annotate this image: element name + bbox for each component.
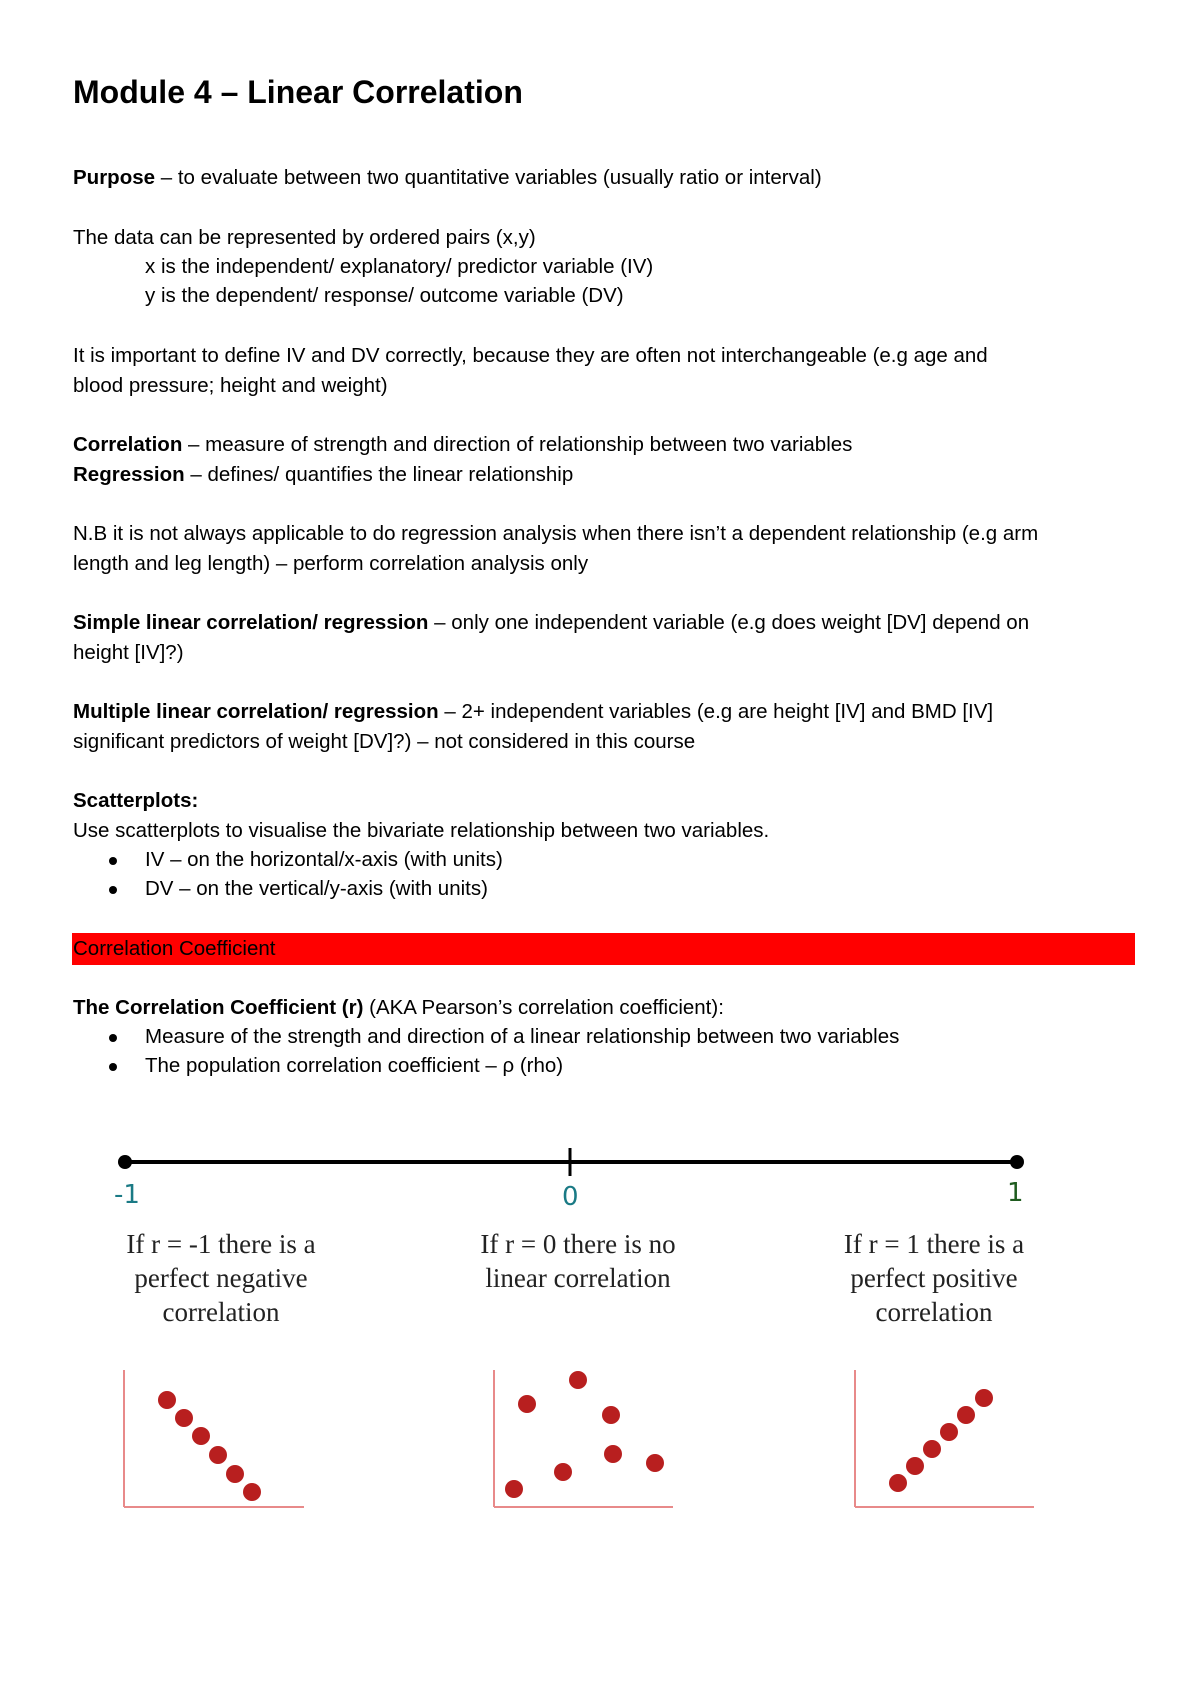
- caption-negative-line-3: correlation: [162, 1297, 280, 1327]
- page-title: Module 4 – Linear Correlation: [73, 74, 523, 110]
- scatter-panel-zero: [494, 1370, 673, 1507]
- nb-line-2: length and leg length) – perform correlation analysis only: [73, 552, 589, 575]
- scatter-dot: [518, 1395, 536, 1413]
- coefficient-bullet-2: The population correlation coefficient – ρ (rho): [145, 1054, 564, 1077]
- scatter-dot: [602, 1406, 620, 1424]
- correlation-label: Correlation: [73, 433, 183, 456]
- pairs-y-line: y is the dependent/ response/ outcome variable (DV): [145, 284, 624, 307]
- scatter-dot: [957, 1406, 975, 1424]
- tick-label-zero: 0: [562, 1182, 579, 1212]
- simple-label: Simple linear correlation/ regression: [73, 611, 429, 634]
- scatter-dot: [505, 1480, 523, 1498]
- scatter-dot: [975, 1389, 993, 1407]
- scatter-dot: [158, 1391, 176, 1409]
- multiple-label: Multiple linear correlation/ regression: [73, 700, 439, 723]
- scatter-dot: [554, 1463, 572, 1481]
- regression-label: Regression: [73, 463, 185, 486]
- caption-negative-line-2: perfect negative: [134, 1263, 308, 1293]
- scatter-dot: [192, 1427, 210, 1445]
- scatter-panel-negative: [124, 1370, 304, 1507]
- scatterplots-heading: Scatterplots:: [73, 789, 199, 812]
- scatter-dot: [923, 1440, 941, 1458]
- purpose-label: Purpose: [73, 166, 156, 189]
- caption-zero-line-2: linear correlation: [485, 1263, 671, 1293]
- scatter-dot: [940, 1423, 958, 1441]
- scatter-bullet-2: DV – on the vertical/y-axis (with units): [145, 877, 488, 900]
- coefficient-bullet-1: Measure of the strength and direction of a linear relationship between two variables: [145, 1025, 900, 1048]
- scatter-dot: [889, 1474, 907, 1492]
- correlation-text: – measure of strength and direction of relationship between two variables: [182, 433, 853, 456]
- caption-positive-line-2: perfect positive: [850, 1263, 1018, 1293]
- purpose-text: – to evaluate between two quantitative variables (usually ratio or interval): [155, 166, 822, 189]
- scatter-dot: [175, 1409, 193, 1427]
- caption-zero: [428, 1227, 728, 1295]
- nb-line-1: N.B it is not always applicable to do regression analysis when there isn’t a dependent relationship (e.g arm: [73, 522, 1039, 545]
- pairs-x-line: x is the independent/ explanatory/ predictor variable (IV): [145, 255, 654, 278]
- number-line-right-end: [1010, 1155, 1024, 1169]
- scatter-bullet-1: IV – on the horizontal/x-axis (with units): [145, 848, 503, 871]
- coefficient-text: (AKA Pearson’s correlation coefficient):: [363, 996, 724, 1019]
- scatter-dot: [243, 1483, 261, 1501]
- scatter-dot: [226, 1465, 244, 1483]
- caption-negative-line-1: If r = -1 there is a: [126, 1229, 316, 1259]
- multiple-text: – 2+ independent variables (e.g are height [IV] and BMD [IV]: [438, 700, 994, 723]
- coefficient-label: The Correlation Coefficient (r): [73, 996, 364, 1019]
- scatter-dot: [906, 1457, 924, 1475]
- scatterplots-intro: Use scatterplots to visualise the bivariate relationship between two variables.: [73, 819, 770, 842]
- caption-zero-line-1: If r = 0 there is no: [480, 1229, 676, 1259]
- regression-text: – defines/ quantifies the linear relationship: [184, 463, 574, 486]
- pairs-intro: The data can be represented by ordered pairs (x,y): [73, 226, 536, 249]
- caption-negative: [71, 1227, 371, 1329]
- simple-line-2: height [IV]?): [73, 641, 184, 664]
- caption-positive-line-1: If r = 1 there is a: [843, 1229, 1025, 1259]
- tick-label-minus-one: -1: [114, 1180, 140, 1210]
- number-line-left-end: [118, 1155, 132, 1169]
- caption-positive-line-3: correlation: [875, 1297, 993, 1327]
- scatter-panel-positive: [855, 1370, 1034, 1507]
- section-banner-title: Correlation Coefficient: [73, 937, 276, 960]
- scatter-dot: [646, 1454, 664, 1472]
- important-line-1: It is important to define IV and DV correctly, because they are often not interchangeable (e.g age and: [73, 344, 988, 367]
- scatter-dot: [209, 1446, 227, 1464]
- simple-text: – only one independent variable (e.g does weight [DV] depend on: [428, 611, 1030, 634]
- tick-label-one: 1: [1007, 1178, 1024, 1208]
- scatter-dot: [569, 1371, 587, 1389]
- multiple-line-2: significant predictors of weight [DV]?) – not considered in this course: [73, 730, 696, 753]
- scatter-dot: [604, 1445, 622, 1463]
- important-line-2: blood pressure; height and weight): [73, 374, 388, 397]
- caption-positive: [784, 1227, 1084, 1329]
